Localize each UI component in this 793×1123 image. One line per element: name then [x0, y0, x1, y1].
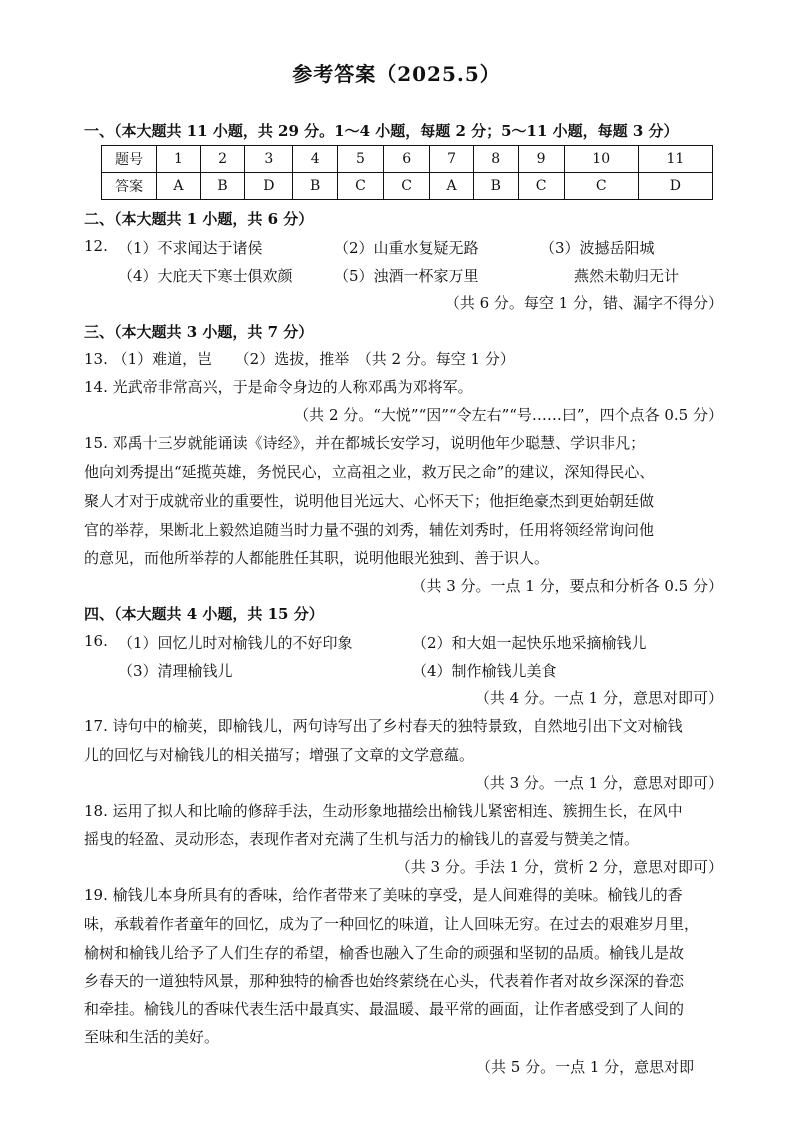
section-1-heading: 一、（本大题共 11 小题，共 29 分。1～4 小题，每题 2 分；5～11 小题，每题 3 分） [84, 122, 679, 140]
table-cell: 4 [293, 146, 337, 173]
question-15-line: 15. 邓禹十三岁就能诵读《诗经》，并在都城长安学习，说明他年少聪慧、学识非凡； [84, 434, 646, 452]
question-19-line: 和牵挂。榆钱儿的香味代表生活中最真实、最温暖、最平常的画面，让作者感受到了人间的 [84, 1000, 685, 1018]
scoring-note: （共 5 分。一点 1 分，意思对即 [476, 1058, 695, 1076]
table-cell: D [245, 173, 293, 200]
answer-item: （3）清理榆钱儿 [118, 662, 233, 680]
answer-item: （2）山重水复疑无路 [334, 239, 479, 257]
table-cell: C [564, 173, 638, 200]
answer-item: （4）大庇天下寒士俱欢颜 [118, 267, 293, 285]
question-19-line: 至味和生活的美好。 [84, 1028, 220, 1046]
scoring-note: （共 3 分。一点 1 分，意思对即可） [474, 774, 723, 792]
question-15-line: 他向刘秀提出“延揽英雄，务悦民心，立高祖之业，救万民之命”的建议，深知得民心、 [84, 463, 655, 481]
scoring-note: （共 3 分。一点 1 分，要点和分析各 0.5 分） [411, 577, 723, 595]
answer-item: （4）制作榆钱儿美食 [412, 662, 557, 680]
table-cell: 6 [384, 146, 430, 173]
table-cell: A [430, 173, 474, 200]
question-15-line: 的意见，而他所举荐的人都能胜任其职，说明他眼光独到、善于识人。 [84, 549, 550, 567]
scoring-note: （共 4 分。一点 1 分，意思对即可） [474, 689, 723, 707]
answer-item: （2）和大姐一起快乐地采摘榆钱儿 [412, 634, 647, 652]
question-17-line: 17. 诗句中的榆荚，即榆钱儿，两句诗写出了乡村春天的独特景致，自然地引出下文对榆钱 [84, 717, 683, 735]
question-19-line: 19. 榆钱儿本身所具有的香味，给作者带来了美味的享受，是人间难得的美味。榆钱儿的香 [84, 886, 683, 904]
answer-item: （1）回忆儿时对榆钱儿的不好印象 [118, 634, 353, 652]
question-19-line: 味，承载着作者童年的回忆，成为了一种回忆的味道，让人回味无穷。在过去的艰难岁月里， [84, 915, 700, 933]
question-17-line: 儿的回忆与对榆钱儿的相关描写；增强了文章的文学意蕴。 [84, 746, 475, 764]
table-cell: C [337, 173, 383, 200]
table-cell: 3 [245, 146, 293, 173]
table-cell: 1 [157, 146, 201, 173]
question-number: 12. [84, 237, 108, 255]
table-cell: 5 [337, 146, 383, 173]
question-15-line: 官的举荐，果断北上毅然追随当时力量不强的刘秀，辅佐刘秀时，任用将领经常询问他 [84, 521, 655, 539]
scoring-note: （共 2 分。“大悦”“因”“令左右”“号……曰”，四个点各 0.5 分） [294, 406, 723, 424]
table-cell: B [293, 173, 337, 200]
table-cell: 8 [474, 146, 518, 173]
answer-item: （5）浊酒一杯家万里 [334, 267, 479, 285]
table-cell: 9 [518, 146, 564, 173]
section-3-heading: 三、（本大题共 3 小题，共 7 分） [84, 323, 314, 341]
scoring-note: （共 3 分。手法 1 分，赏析 2 分，意思对即可） [395, 858, 723, 876]
answer-item: 燕然未勒归无计 [574, 267, 680, 285]
row-label-question-number: 题号 [102, 146, 157, 173]
section-4-heading: 四、（本大题共 4 小题，共 15 分） [84, 605, 324, 623]
table-cell: C [518, 173, 564, 200]
answer-table-answer-row [102, 173, 713, 200]
scoring-note: （共 6 分。每空 1 分，错、漏字不得分） [444, 294, 723, 312]
question-18-line: 18. 运用了拟人和比喻的修辞手法，生动形象地描绘出榆钱儿紧密相连、簇拥生长，在风中 [84, 802, 683, 820]
table-cell: D [638, 173, 712, 200]
table-cell: B [200, 173, 244, 200]
question-13: 13. （1）难道，岂 （2）选拔，推举 （共 2 分。每空 1 分） [84, 350, 515, 368]
answer-table-number-row [102, 146, 713, 173]
question-18-line: 摇曳的轻盈、灵动形态，表现作者对充满了生机与活力的榆钱儿的喜爱与赞美之情。 [84, 830, 640, 848]
table-cell: 7 [430, 146, 474, 173]
section-2-heading: 二、（本大题共 1 小题，共 6 分） [84, 210, 314, 228]
table-cell: 2 [200, 146, 244, 173]
answer-item: （1）不求闻达于诸侯 [118, 239, 263, 257]
table-cell: B [474, 173, 518, 200]
question-14: 14. 光武帝非常高兴，于是命令身边的人称邓禹为邓将军。 [84, 378, 473, 396]
question-19-line: 榆树和榆钱儿给予了人们生存的希望，榆香也融入了生命的顽强和坚韧的品质。榆钱儿是故 [84, 944, 685, 962]
answer-table [101, 145, 713, 200]
question-19-line: 乡春天的一道独特风景，那种独特的榆香也始终萦绕在心头，代表着作者对故乡深深的眷恋 [84, 972, 685, 990]
table-cell: C [384, 173, 430, 200]
answer-item: （3）波撼岳阳城 [540, 239, 655, 257]
row-label-answer: 答案 [102, 173, 157, 200]
question-number: 16. [84, 632, 108, 650]
question-15-line: 聚人才对于成就帝业的重要性，说明他目光远大、心怀天下；他拒绝豪杰到更始朝廷做 [84, 492, 655, 510]
table-cell: A [157, 173, 201, 200]
page-title: 参考答案（2025.5） [292, 62, 501, 86]
table-cell: 11 [638, 146, 712, 173]
table-cell: 10 [564, 146, 638, 173]
